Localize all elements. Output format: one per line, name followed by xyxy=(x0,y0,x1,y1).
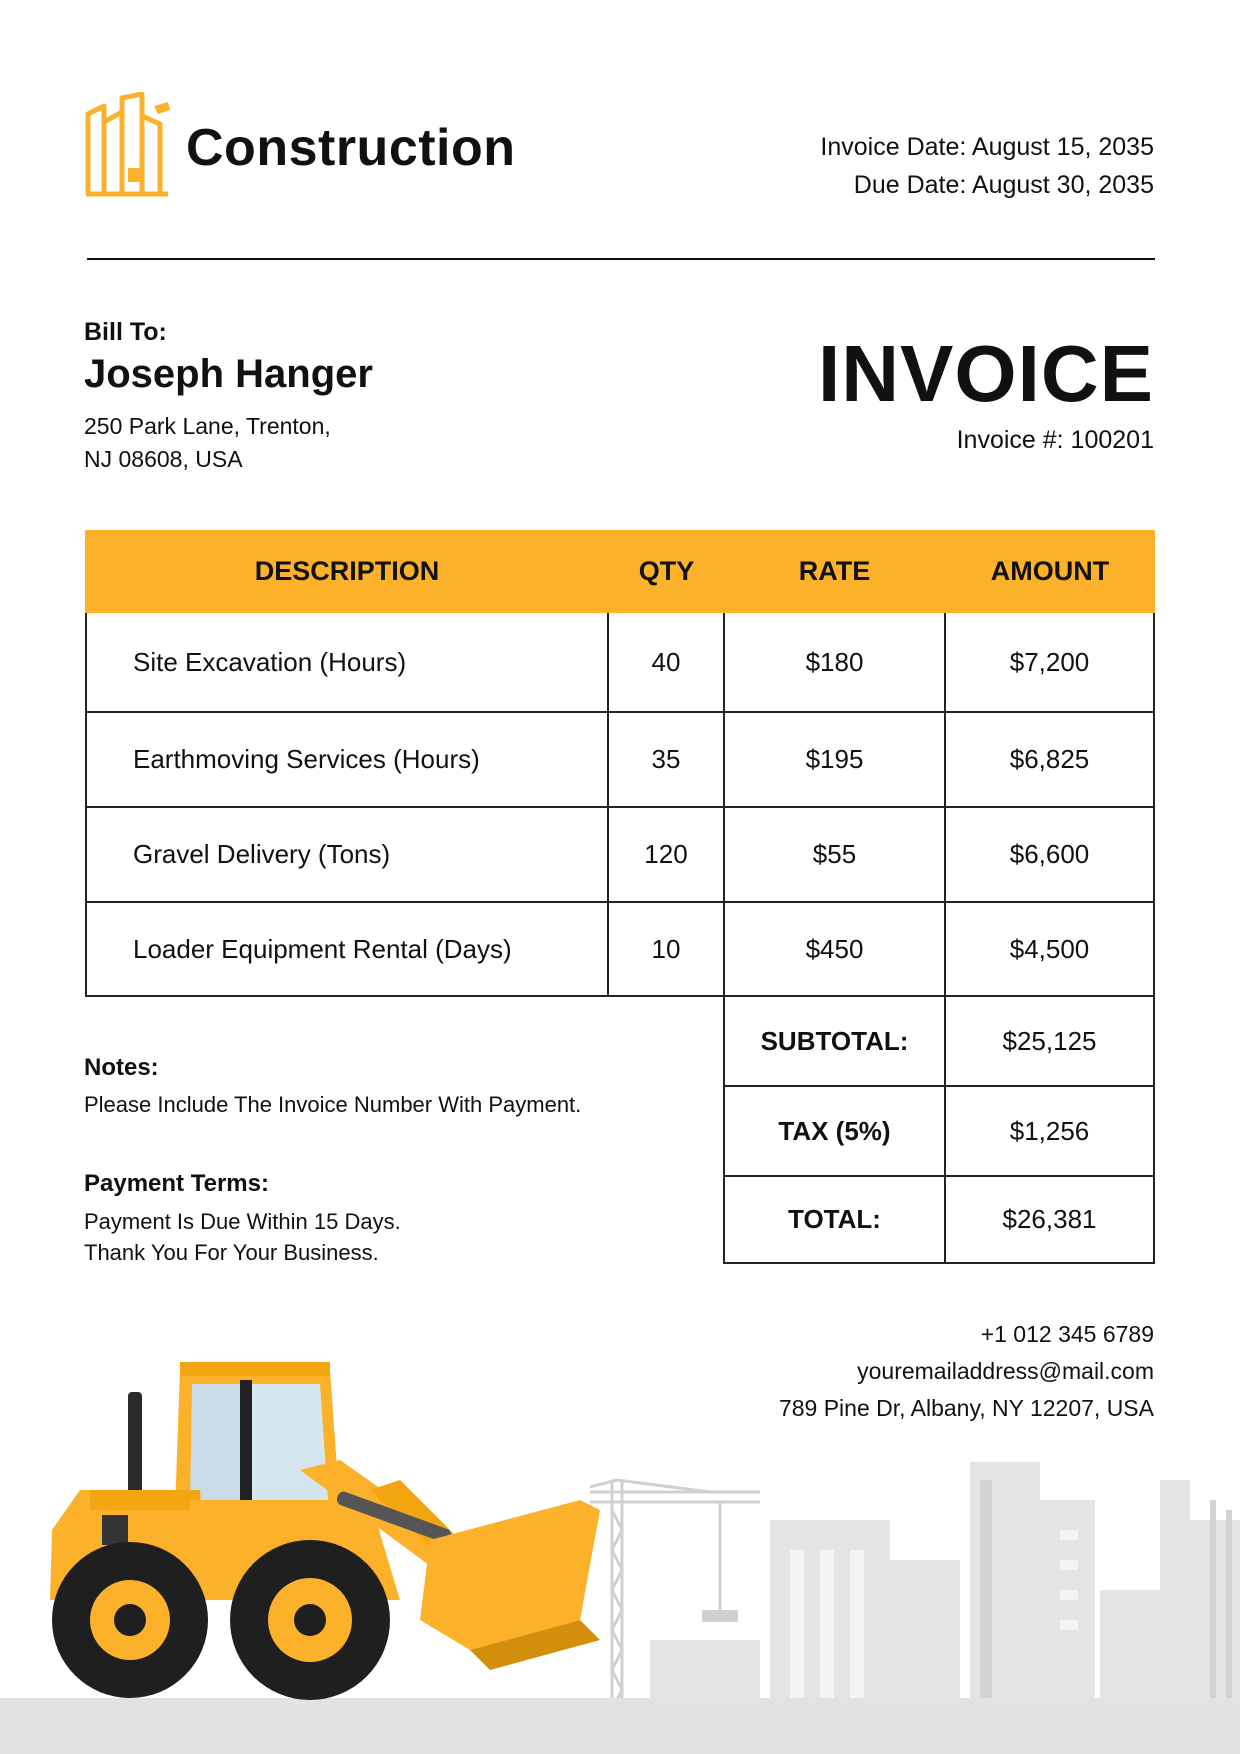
row-description: Site Excavation (Hours) xyxy=(133,646,407,677)
contact-address: 789 Pine Dr, Albany, NY 12207, USA xyxy=(778,1395,1154,1421)
row-qty: 120 xyxy=(644,839,688,869)
row-amount: $6,600 xyxy=(1009,839,1090,869)
client-address-line2: NJ 08608, USA xyxy=(84,446,243,472)
due-date: Due Date: August 30, 2035 xyxy=(853,171,1154,199)
row-amount: $6,825 xyxy=(1009,744,1090,774)
header-rate: RATE xyxy=(798,556,871,586)
contact-info xyxy=(779,1316,1154,1427)
header-qty: QTY xyxy=(638,556,695,586)
client-address-line1: 250 Park Lane, Trenton, xyxy=(84,413,331,439)
payment-terms-line2: Thank You For Your Business. xyxy=(84,1240,379,1265)
column-divider xyxy=(1153,613,1155,1264)
invoice-title: INVOICE xyxy=(818,329,1154,418)
row-description: Loader Equipment Rental (Days) xyxy=(133,933,512,964)
wheel-loader-illustration xyxy=(40,1350,720,1710)
tax-value: $1,256 xyxy=(1009,1115,1090,1146)
row-rate: $195 xyxy=(805,744,864,774)
building-logo-icon xyxy=(84,92,174,198)
total-label: TOTAL: xyxy=(788,1204,881,1234)
client-address xyxy=(84,410,331,476)
payment-terms-line1: Payment Is Due Within 15 Days. xyxy=(84,1209,401,1234)
header-amount: AMOUNT xyxy=(990,556,1110,586)
invoice-number: Invoice #: 100201 xyxy=(956,426,1154,454)
client-name: Joseph Hanger xyxy=(84,352,373,396)
invoice-date: Invoice Date: August 15, 2035 xyxy=(820,133,1154,161)
tax-label: TAX (5%) xyxy=(778,1115,891,1146)
row-amount: $7,200 xyxy=(1009,646,1090,677)
row-qty: 10 xyxy=(651,933,681,964)
header-description: DESCRIPTION xyxy=(254,556,440,586)
header-divider xyxy=(87,258,1155,260)
subtotal-label: SUBTOTAL: xyxy=(760,1025,909,1056)
payment-terms-label: Payment Terms: xyxy=(84,1170,269,1197)
notes-text: Please Include The Invoice Number With Payment. xyxy=(84,1092,582,1117)
invoice-dates xyxy=(820,128,1154,204)
row-rate: $55 xyxy=(812,839,857,869)
row-amount: $4,500 xyxy=(1009,933,1090,964)
row-description: Earthmoving Services (Hours) xyxy=(133,744,480,774)
total-divider xyxy=(723,1262,1155,1264)
contact-email: youremailaddress@mail.com xyxy=(857,1358,1154,1384)
row-qty: 35 xyxy=(651,744,681,774)
contact-phone: +1 012 345 6789 xyxy=(980,1321,1154,1347)
row-rate: $180 xyxy=(805,646,864,677)
row-rate: $450 xyxy=(805,933,864,964)
total-value: $26,381 xyxy=(1002,1204,1097,1234)
row-description: Gravel Delivery (Tons) xyxy=(133,839,391,869)
notes-label: Notes: xyxy=(84,1054,159,1081)
bill-to-label: Bill To: xyxy=(84,318,167,346)
brand-name: Construction xyxy=(186,119,516,177)
subtotal-value: $25,125 xyxy=(1002,1025,1097,1056)
payment-terms-text xyxy=(84,1206,401,1268)
row-qty: 40 xyxy=(651,646,681,677)
